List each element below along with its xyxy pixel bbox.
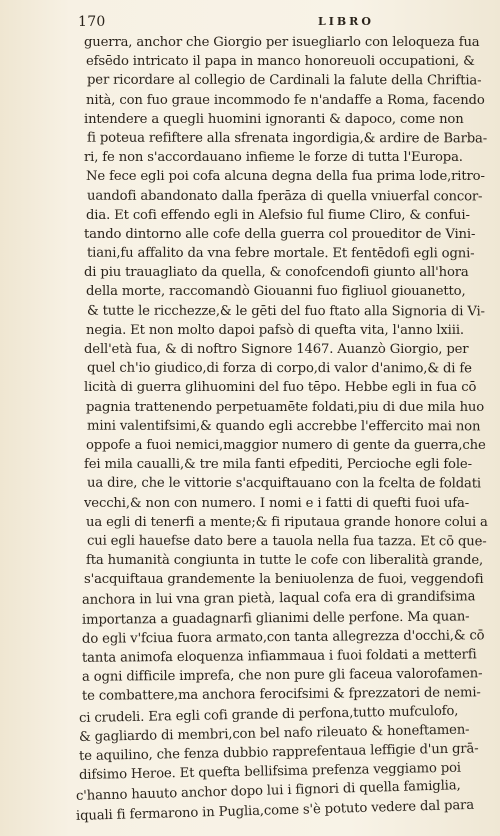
text-line: della morte, raccomandò Giouanni fuo figliuol giouanetto, [86,284,466,300]
text-line: fei mila caualli,& tre mila fanti efpediti, Percioche egli fole- [84,457,472,473]
text-line: do egli v'fciua fuora armato,con tanta allegrezza d'occhi,& cō [81,628,485,647]
text-line: difsimo Heroe. Et quefta bellifsima prefenza veggiamo poi [78,760,462,784]
text-line: ci crudeli. Era egli cofi grande di perfona,tutto mufculofo, [78,703,459,726]
text-line: importanza a guadagnarfi glianimi delle perfone. Ma quan- [81,609,470,628]
text-line: te aquilino, che fenza dubbio rapprefentaua leffigie d'un grā- [78,741,479,764]
text-line: tando dintorno alle cofe della guerra col proueditor de Vini- [84,226,476,242]
text-line: iquali fi fermarono in Puglia,come s'è potuto vedere dal para [75,797,475,824]
page-number: 170 [78,14,106,30]
text-line: a ogni difficile imprefa, che non pure gli faceua valorofamen- [81,666,483,685]
text-line: cui egli hauefse dato bere a tauola nella fua tazza. Et cō que- [86,533,487,550]
text-line: & gagliardo di membri,con bel nafo rileuato & honeftamen- [78,722,470,745]
text-line: quel ch'io giudico,di forza di corpo,di valor d'animo,& di fe [86,360,472,377]
text-line: guerra, anchor che Giorgio per isuegliarlo con leloqueza fua [84,35,480,50]
text-line: intendere a quegli huomini ignoranti & dapoco, come non [84,111,464,127]
text-line: nità, con fuo graue incommodo fe n'andaffe a Roma, facendo [86,92,485,108]
body-text [75,33,490,824]
text-line: anchora in lui vna gran pietà, laqual cofa era di grandifsima [81,589,476,609]
text-line: ua dire, che le vittorie s'acquiftauano con la fcelta de foldati [86,475,481,492]
text-line: Ne fece egli poi cofa alcuna degna della fua prima lode,ritro- [86,169,485,185]
running-head: LIBRO [318,15,374,28]
text-line: pagnia trattenendo perpetuamēte foldati,piu di due mila huo [86,399,485,415]
text-line: c'hanno hauuto anchor dopo lui i fignori di quella famiglia, [75,778,461,805]
text-line: fi poteua refiftere alla sfrenata ingordigia,& ardire de Barba- [86,130,488,147]
text-line: s'acquiftaua grandemente la beniuolenza de fuoi, veggendofi [84,572,484,588]
text-line: fta humanità congiunta in tutte le cofe con liberalità grande, [86,553,484,569]
text-line: te combattere,ma anchora ferocifsimi & fprezzatori de nemi- [81,685,481,705]
text-line: tiani,fu affalito da vna febre mortale. Et fentēdofi egli ogni- [86,245,475,262]
text-line: licità di guerra glihuomini del fuo tēpo. Hebbe egli in fua cō [84,380,477,396]
text-line: ri, fe non s'accordauano infieme le forze di tutta l'Europa. [84,150,463,166]
text-line: per ricordare al collegio de Cardinali la falute della Chriftia- [86,73,482,89]
text-line: di piu trauagliato da quella, & conofcendofi giunto all'hora [84,265,469,281]
text-line: dia. Et cofi effendo egli in Alefsio ful fiume Cliro, & confui- [86,207,470,223]
text-line: mini valentifsimi,& quando egli accrebbe l'effercito mai non [86,418,481,435]
text-line: oppofe a fuoi nemici,maggior numero di gente da guerra,che [86,437,486,453]
text-line: dell'età fua, & di noftro Signore 1467. Auanzò Giorgio, per [84,342,469,357]
text-line: negia. Et non molto dapoi pafsò di quefta vita, l'anno lxiii. [86,322,464,338]
text-line: uandofi abandonato dalla fperāza di quella vniuerfal concor- [86,188,483,204]
text-line: vecchi,& non con numero. I nomi e i fatti di quefti fuoi ufa- [84,495,470,511]
text-line: & tutte le ricchezze,& le gēti del fuo ftato alla Signoria di Vi- [86,303,485,319]
text-line: efsēdo intricato il papa in manco honoreuoli occupationi, & [86,54,475,70]
text-line: tanta animofa eloquenza infiammaua i fuoi foldati a metterfi [81,647,477,666]
text-line: ua egli di tenerfi a mente;& fi riputaua grande honore colui a [86,514,488,530]
